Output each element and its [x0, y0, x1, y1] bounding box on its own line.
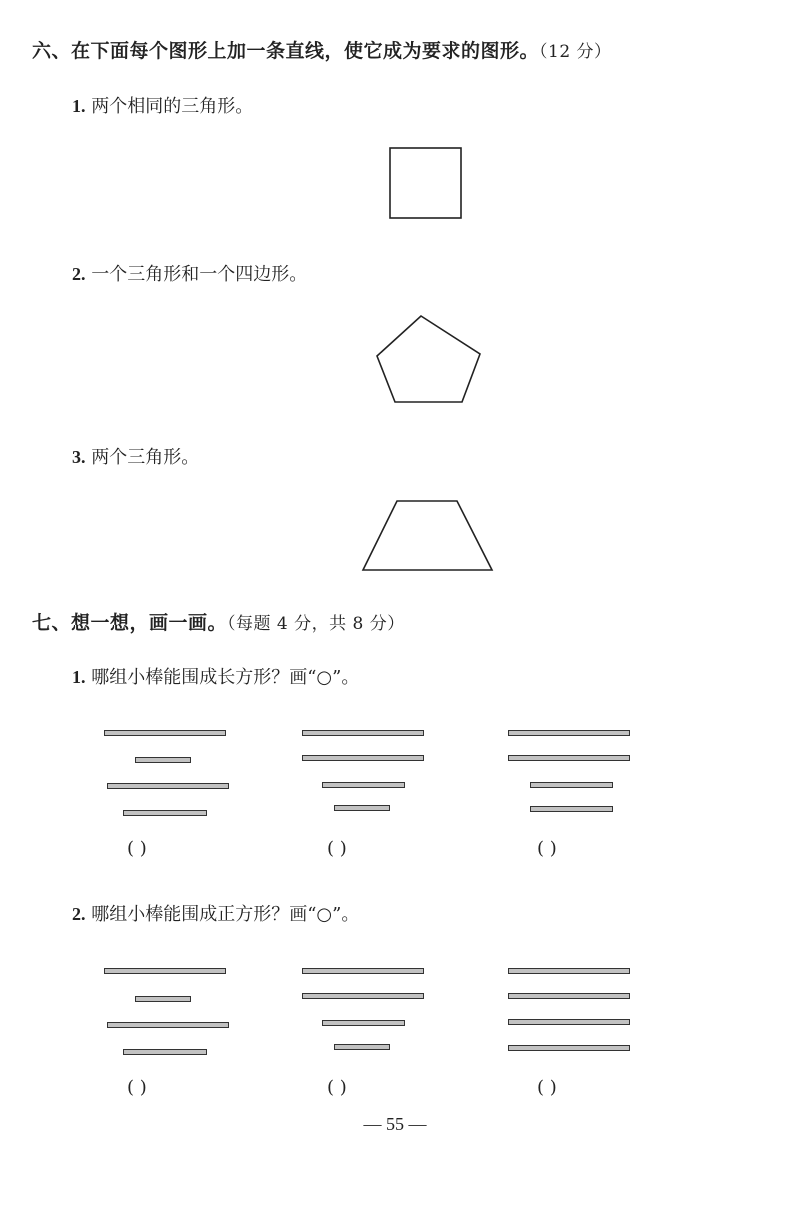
question-text: 一个三角形和一个四边形。: [85, 264, 308, 285]
section-6-score: （12 分）: [539, 42, 612, 62]
stick: [302, 730, 424, 736]
stick: [302, 993, 424, 999]
stick: [334, 805, 390, 811]
answer-blank[interactable]: ( ): [537, 1077, 557, 1098]
answer-blank[interactable]: ( ): [127, 1077, 147, 1098]
answer-blank[interactable]: ( ): [327, 838, 347, 859]
section-7-title: 七、想一想，画一画。: [32, 612, 228, 634]
question-number: 1.: [72, 96, 86, 116]
question-number: 1.: [72, 667, 86, 687]
stick: [135, 996, 191, 1002]
stick: [530, 782, 613, 788]
stick: [104, 730, 226, 736]
page-number: — 55 —: [363, 1114, 427, 1134]
stick: [508, 755, 630, 761]
square-shape[interactable]: [388, 146, 464, 220]
question-number: 2.: [72, 264, 86, 284]
section-6-heading: [32, 36, 612, 63]
question-6-1: [72, 92, 253, 118]
stick: [322, 782, 405, 788]
answer-blank[interactable]: ( ): [327, 1077, 347, 1098]
section-7-score: （每题 4 分，共 8 分）: [227, 614, 405, 634]
stick: [302, 968, 424, 974]
stick: [104, 968, 226, 974]
question-number: 2.: [72, 904, 86, 924]
stick: [508, 730, 630, 736]
stick: [508, 968, 630, 974]
stick: [135, 757, 191, 763]
stick: [508, 993, 630, 999]
question-7-2: [72, 900, 359, 926]
question-7-1: [72, 663, 359, 689]
question-6-3: [72, 443, 199, 469]
question-text: 两个三角形。: [85, 447, 200, 468]
section-7-heading: [32, 608, 405, 635]
pentagon-shape[interactable]: [374, 314, 484, 406]
question-text: 哪组小棒能围成长方形？画“○”。: [85, 667, 360, 688]
stick: [107, 783, 229, 789]
stick: [530, 806, 613, 812]
question-text: 两个相同的三角形。: [85, 96, 254, 117]
trapezoid-shape[interactable]: [360, 499, 496, 573]
stick: [322, 1020, 405, 1026]
section-6-title: 六、在下面每个图形上加一条直线，使它成为要求的图形。: [32, 40, 540, 62]
question-text: 哪组小棒能围成正方形？画“○”。: [85, 904, 360, 925]
stick: [508, 1019, 630, 1025]
stick: [334, 1044, 390, 1050]
question-6-2: [72, 260, 307, 286]
stick: [123, 810, 207, 816]
stick: [302, 755, 424, 761]
stick: [107, 1022, 229, 1028]
stick: [508, 1045, 630, 1051]
question-number: 3.: [72, 447, 86, 467]
answer-blank[interactable]: ( ): [127, 838, 147, 859]
stick: [123, 1049, 207, 1055]
answer-blank[interactable]: ( ): [537, 838, 557, 859]
